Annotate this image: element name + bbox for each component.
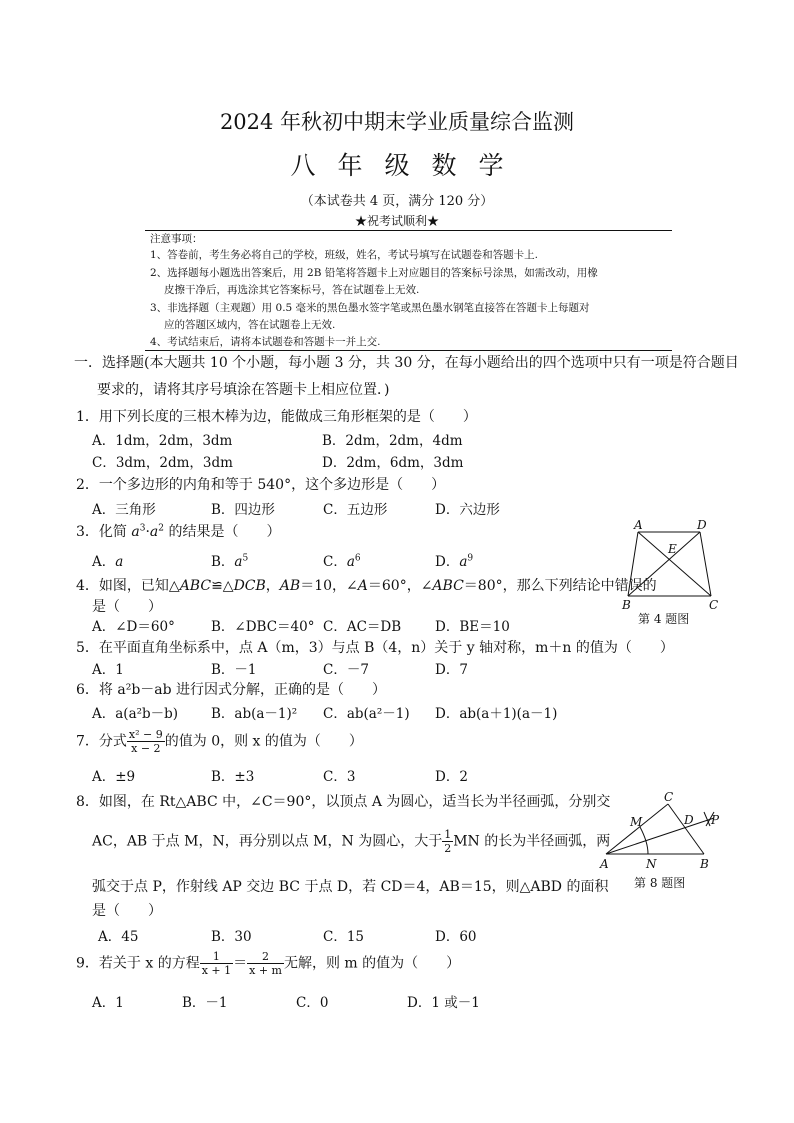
paper-note: （本试卷共 4 页，满分 120 分） — [300, 194, 494, 209]
section-heading-cont: 要求的，请将其序号填涂在答题卡上相应位置．) — [97, 382, 390, 398]
point-label-e: E — [668, 542, 677, 556]
q6-option-a: A．a(a²b－b) — [92, 706, 179, 722]
figure-q8 — [596, 790, 726, 895]
section-heading: 一．选择题(本大题共 10 个小题，每小题 3 分，共 30 分，在每小题给出的四个选项中只有一项是符合题目 — [74, 355, 739, 371]
q7-option-c: C．3 — [323, 769, 356, 785]
point-label-n: N — [646, 857, 657, 871]
q8-option-a: A．45 — [98, 929, 139, 945]
q4-option-d: D．BE＝10 — [435, 619, 510, 635]
q3-option-c: C．$a^6$ — [323, 553, 361, 570]
notice-item: 应的答题区域内，答在试题卷上无效. — [164, 319, 336, 331]
q2-option-a: A．三角形 — [92, 502, 156, 518]
q3-option-a: A．a — [92, 554, 124, 570]
question-8-line4: 是（ ） — [92, 903, 162, 919]
fraction: $\frac{\text{x² − 9}}{x - 2}$ — [128, 728, 163, 755]
question-2: 2．一个多边形的内角和等于 540°，这个多边形是（ ） — [76, 477, 446, 493]
point-label-d: D — [684, 813, 694, 827]
subject-title: 八年级数学 — [290, 151, 526, 180]
q9-option-d: D．1 或－1 — [407, 995, 480, 1011]
q1-option-b: B．2dm，2dm，4dm — [322, 433, 463, 449]
q2-option-c: C．五边形 — [323, 502, 388, 518]
fraction: $\frac{1}{2}$ — [444, 828, 452, 855]
question-8: 8．如图，在 Rt△ABC 中，∠C＝90°，以顶点 A 为圆心，适当长为半径画弧，分别交 — [76, 794, 611, 810]
q5-option-c: C．－7 — [323, 662, 369, 678]
q8-option-d: D．60 — [435, 929, 477, 945]
figure-q4 — [618, 515, 728, 630]
segment-cb — [668, 804, 704, 854]
q3-option-b: B．$a^5$ — [211, 553, 249, 570]
q9-option-b: B．－1 — [182, 995, 228, 1011]
point-label-b: B — [700, 857, 709, 871]
q9-option-c: C．0 — [296, 995, 329, 1011]
segment-ac — [606, 804, 668, 854]
figure-8-label: 第 8 题图 — [634, 876, 686, 890]
q6-option-b: B．ab(a－1)² — [211, 706, 298, 722]
ray-ap — [606, 818, 714, 854]
question-8-line2: AC，AB 于点 M，N，再分别以点 M，N 为圆心，大于 $\frac{1}{2}$ MN 的长为半径画弧，两 — [92, 828, 611, 855]
q8-option-c: C．15 — [323, 929, 365, 945]
point-label-c: C — [664, 790, 674, 804]
notice-item: 4、考试结束后，请将本试题卷和答题卡一并上交. — [150, 336, 381, 348]
notice-item: 3、非选择题（主观题）用 0.5 毫米的黑色墨水签字笔或黑色墨水钢笔直接答在答题卡上每题对 — [150, 302, 590, 314]
point-label-c: C — [709, 598, 719, 612]
q4-option-a: A．∠D＝60° — [92, 619, 175, 635]
q7-option-b: B．±3 — [211, 769, 255, 785]
fraction: $\frac{1}{x + 1}$ — [201, 950, 232, 977]
q7-option-d: D．2 — [435, 769, 468, 785]
good-luck: ★祝考试顺利★ — [354, 214, 439, 228]
divider-top — [145, 230, 672, 231]
point-label-m: M — [630, 815, 643, 829]
q2-option-d: D．六边形 — [435, 502, 500, 518]
question-4-cont: 是（ ） — [92, 599, 162, 615]
notice-heading: 注意事项： — [150, 233, 203, 245]
point-label-a: A — [600, 857, 609, 871]
notice-item: 皮擦干净后，再选涂其它答案标号，答在试题卷上无效. — [164, 284, 420, 296]
question-6: 6．将 a²b－ab 进行因式分解，正确的是（ ） — [76, 682, 387, 698]
q1-option-d: D．2dm，6dm，3dm — [322, 455, 464, 471]
q5-option-d: D．7 — [435, 662, 468, 678]
question-9: 9．若关于 x 的方程 $\frac{1}{x + 1}$ ＝ $\frac{2}{x + m}$ 无解，则 m 的值为（ ） — [76, 950, 461, 977]
point-label-d: D — [697, 518, 707, 532]
divider-bottom — [145, 350, 672, 351]
segment-dc — [700, 532, 711, 596]
q7-option-a: A．±9 — [92, 769, 136, 785]
question-4: 4．如图，已知△ABC≌△DCB，AB＝10，∠A＝60°，∠ABC＝80°，那么下列结论中错误的 — [76, 578, 657, 594]
q2-option-b: B．四边形 — [211, 502, 275, 518]
point-label-a: A — [634, 518, 643, 532]
paper-title: 2024 年秋初中期末学业质量综合监测 — [219, 110, 575, 134]
q8-option-b: B．30 — [211, 929, 252, 945]
q4-option-b: B．∠DBC＝40° — [211, 619, 315, 635]
q6-option-c: C．ab(a²－1) — [323, 706, 410, 722]
question-8-line3: 弧交于点 P，作射线 AP 交边 BC 于点 D，若 CD＝4，AB＝15，则△ABD 的面积 — [92, 879, 609, 895]
q5-option-a: A．1 — [92, 662, 124, 678]
notice-item: 1、答卷前，考生务必将自己的学校，班级，姓名，考试号填写在试题卷和答题卡上. — [150, 249, 539, 261]
q5-option-b: B．－1 — [211, 662, 257, 678]
q3-option-d: D．$a^9$ — [435, 553, 474, 570]
q1-option-a: A．1dm，2dm，3dm — [92, 433, 233, 449]
q6-option-d: D．ab(a＋1)(a－1) — [435, 706, 558, 722]
notice-item: 2、选择题每小题选出答案后，用 2B 铅笔将答题卡上对应题目的答案标号涂黑，如需改动，用橡 — [150, 267, 598, 279]
q4-option-c: C．AC＝DB — [323, 619, 402, 635]
point-label-p: P — [711, 813, 720, 827]
question-5: 5．在平面直角坐标系中，点 A（m，3）与点 B（4，n）关于 y 轴对称，m＋n 的值为（ ） — [76, 640, 674, 656]
point-label-b: B — [622, 598, 631, 612]
q9-option-a: A．1 — [92, 995, 124, 1011]
question-3: 3．化简 $a^3\cdot a^2$ 的结果是（ ） — [76, 523, 281, 540]
question-1: 1．用下列长度的三根木棒为边，能做成三角形框架的是（ ） — [76, 409, 477, 425]
fraction: $\frac{2}{x + m}$ — [249, 950, 282, 977]
figure-4-label: 第 4 题图 — [638, 612, 690, 626]
question-7: 7．分式 $\frac{\text{x² − 9}}{x - 2}$ 的值为 0，则 x 的值为（ ） — [76, 728, 363, 755]
q1-option-c: C．3dm，2dm，3dm — [92, 455, 233, 471]
